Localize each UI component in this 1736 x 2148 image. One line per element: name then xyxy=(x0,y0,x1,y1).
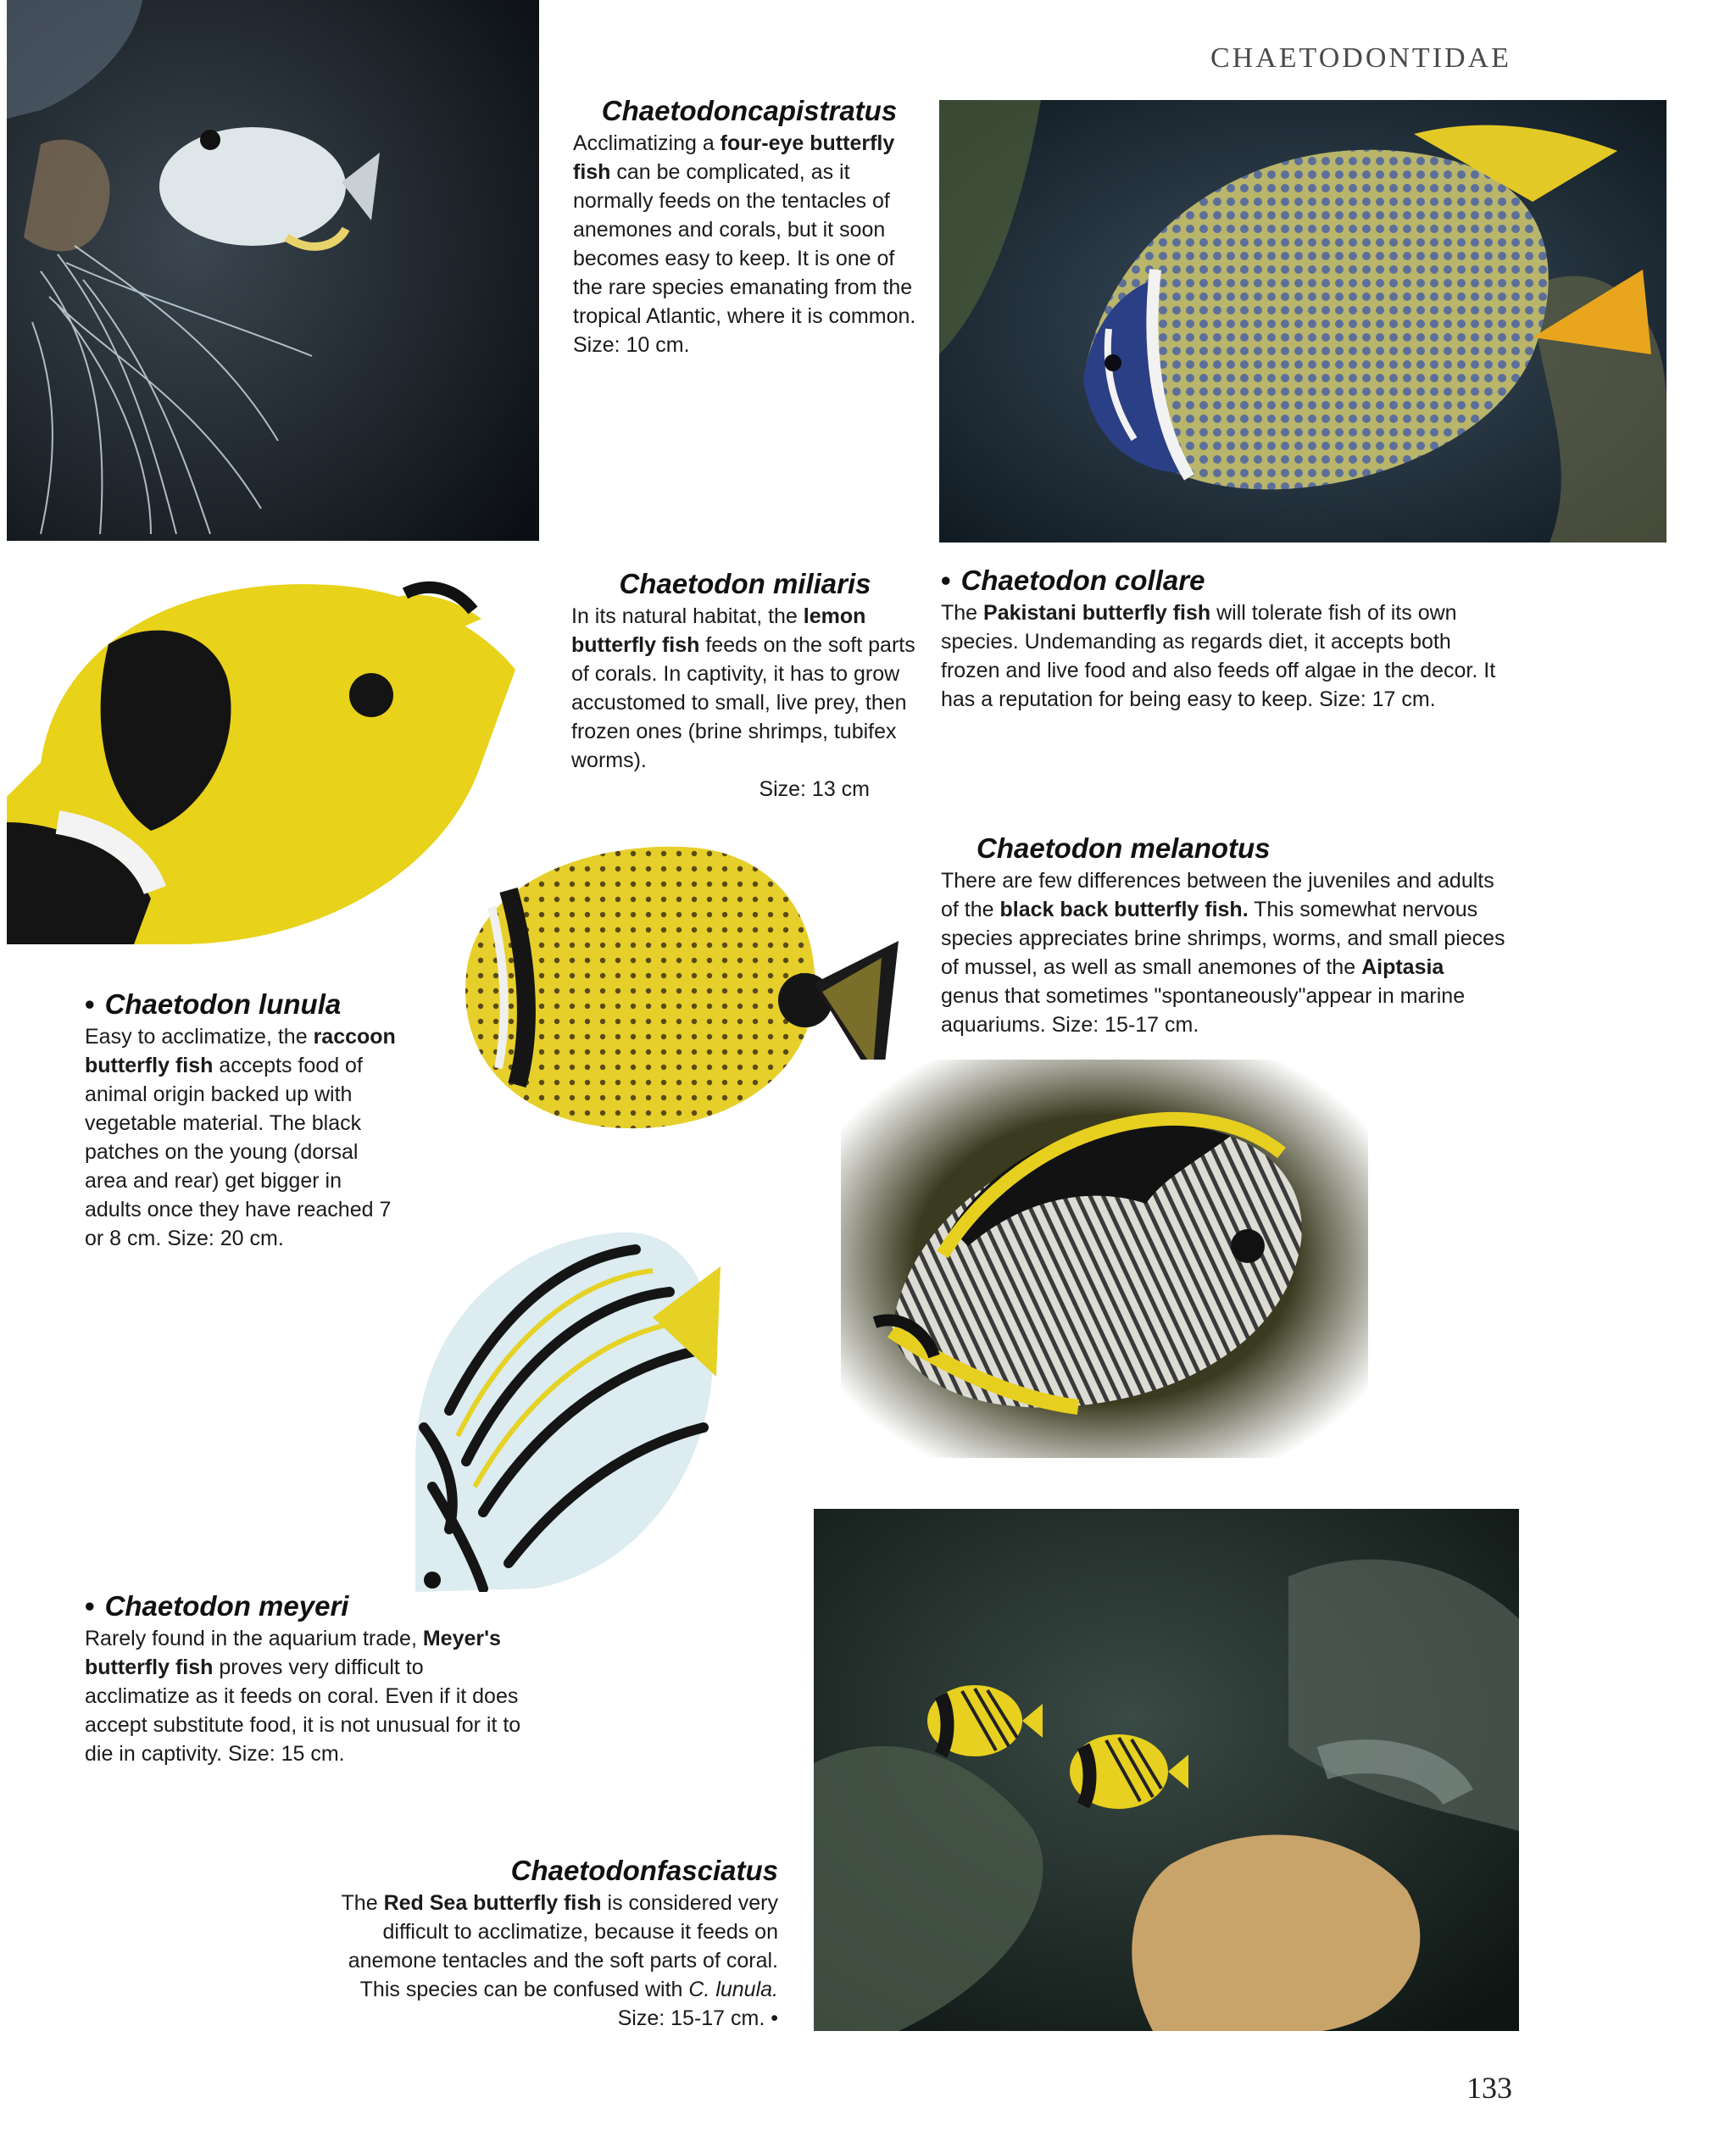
bullet-mark: • xyxy=(85,988,95,1020)
meyers-butterfly-fish-photo xyxy=(398,1207,729,1592)
species-description xyxy=(571,602,919,775)
description-text: There are few differences between the juveniles and adults of the xyxy=(941,869,1494,921)
common-name: Meyer's butterfly fish xyxy=(85,1627,501,1679)
species-description xyxy=(85,1022,403,1253)
species-title: Chaetodon lunula xyxy=(104,988,342,1020)
entry-chaetodon-fasciatus xyxy=(322,1853,778,2033)
entry-chaetodon-lunula xyxy=(85,987,403,1253)
black-back-butterfly-fish-photo xyxy=(841,1060,1368,1458)
description-text: Rarely found in the aquarium trade, xyxy=(85,1627,423,1650)
description-text: will tolerate fish of its own species. Undemanding as regards diet, it accepts both frozen and live food and also feeds off algae in the decor. It has a reputation for being easy to keep. Size: 17 cm. xyxy=(941,601,1496,711)
bullet-mark: • xyxy=(941,565,951,596)
four-eye-butterfly-fish-photo xyxy=(7,0,539,541)
species-description xyxy=(941,866,1505,1039)
description-text: feeds on the soft parts of corals. In captivity, it has to grow accustomed to small, live prey, then frozen ones (brine shrimps, tubifex worms). xyxy=(571,633,915,772)
page-number: 133 xyxy=(1466,2071,1512,2105)
species-description xyxy=(573,129,926,359)
description-text: The xyxy=(341,1891,384,1915)
species-title-line xyxy=(85,1589,534,1624)
species-description xyxy=(322,1889,778,2033)
description-text: In its natural habitat, the xyxy=(571,604,804,628)
species-title-line xyxy=(85,987,403,1022)
species-description xyxy=(941,598,1500,714)
description-text: is considered very difficult to acclimatize, because it feeds on anemone tentacles and the soft parts of coral. This species can be confused with xyxy=(348,1891,778,2001)
common-name: Pakistani butterfly fish xyxy=(983,601,1211,625)
species-title: Chaetodonfasciatus xyxy=(510,1855,778,1886)
common-name: Red Sea butterfly fish xyxy=(383,1891,602,1915)
species-title: Chaetodon collare xyxy=(960,565,1205,596)
common-name: raccoon butterfly fish xyxy=(85,1025,396,1077)
description-text: genus that sometimes "spontaneously"appear in marine aquariums. Size: 15-17 cm. xyxy=(941,984,1466,1037)
description-text: Acclimatizing a xyxy=(573,131,721,155)
species-title-line xyxy=(941,563,1500,598)
species-title: Chaetodon melanotus xyxy=(976,832,1271,864)
entry-chaetodon-capistratus xyxy=(573,93,926,359)
species-description xyxy=(85,1624,534,1768)
species-size: Size: 13 cm xyxy=(759,777,870,801)
description-text: This somewhat nervous species appreciates brine shrimps, worms, and small pieces of mussel, as well as small anemones of the xyxy=(941,898,1505,979)
common-name: lemon butterfly fish xyxy=(571,604,866,657)
entry-chaetodon-miliaris xyxy=(571,566,919,804)
red-sea-butterfly-fish-reef-photo xyxy=(814,1509,1519,2031)
species-title: Chaetodon meyeri xyxy=(104,1590,349,1622)
bullet-mark: • xyxy=(85,1590,95,1622)
species-title: Chaetodoncapistratus xyxy=(601,95,898,126)
description-text: proves very difficult to acclimatize as it feeds on coral. Even if it does accept substitute food, it is not unusual for it to die in captivity. Size: 15 cm. xyxy=(85,1656,521,1766)
running-header: CHAETODONTIDAE xyxy=(1210,42,1511,74)
pakistani-butterfly-fish-photo xyxy=(939,100,1666,543)
description-text: can be complicated, as it normally feeds on the tentacles of anemones and corals, but it soon becomes easy to keep. It is one of the rare species emanating from the tropical Atlantic, where it is common. Size: 10 cm. xyxy=(573,160,916,357)
entry-chaetodon-meyeri xyxy=(85,1589,534,1768)
common-name: four-eye butterfly fish xyxy=(573,131,895,184)
description-text: Size: 15-17 cm. • xyxy=(617,2006,778,2030)
common-name: black back butterfly fish. xyxy=(999,898,1249,921)
description-text: accepts food of animal origin backed up with vegetable material. The black patches on the young (dorsal area and rear) get bigger in adults once they have reached 7 or 8 cm. Size: 20 cm. xyxy=(85,1054,392,1250)
description-text: Easy to acclimatize, the xyxy=(85,1025,314,1049)
species-title: Chaetodon miliaris xyxy=(619,568,871,599)
genus-name: Aiptasia xyxy=(1361,955,1444,979)
species-abbreviation: C. lunula. xyxy=(688,1978,778,2001)
entry-chaetodon-melanotus xyxy=(941,831,1505,1039)
description-text: The xyxy=(941,601,984,625)
entry-chaetodon-collare xyxy=(941,563,1500,714)
